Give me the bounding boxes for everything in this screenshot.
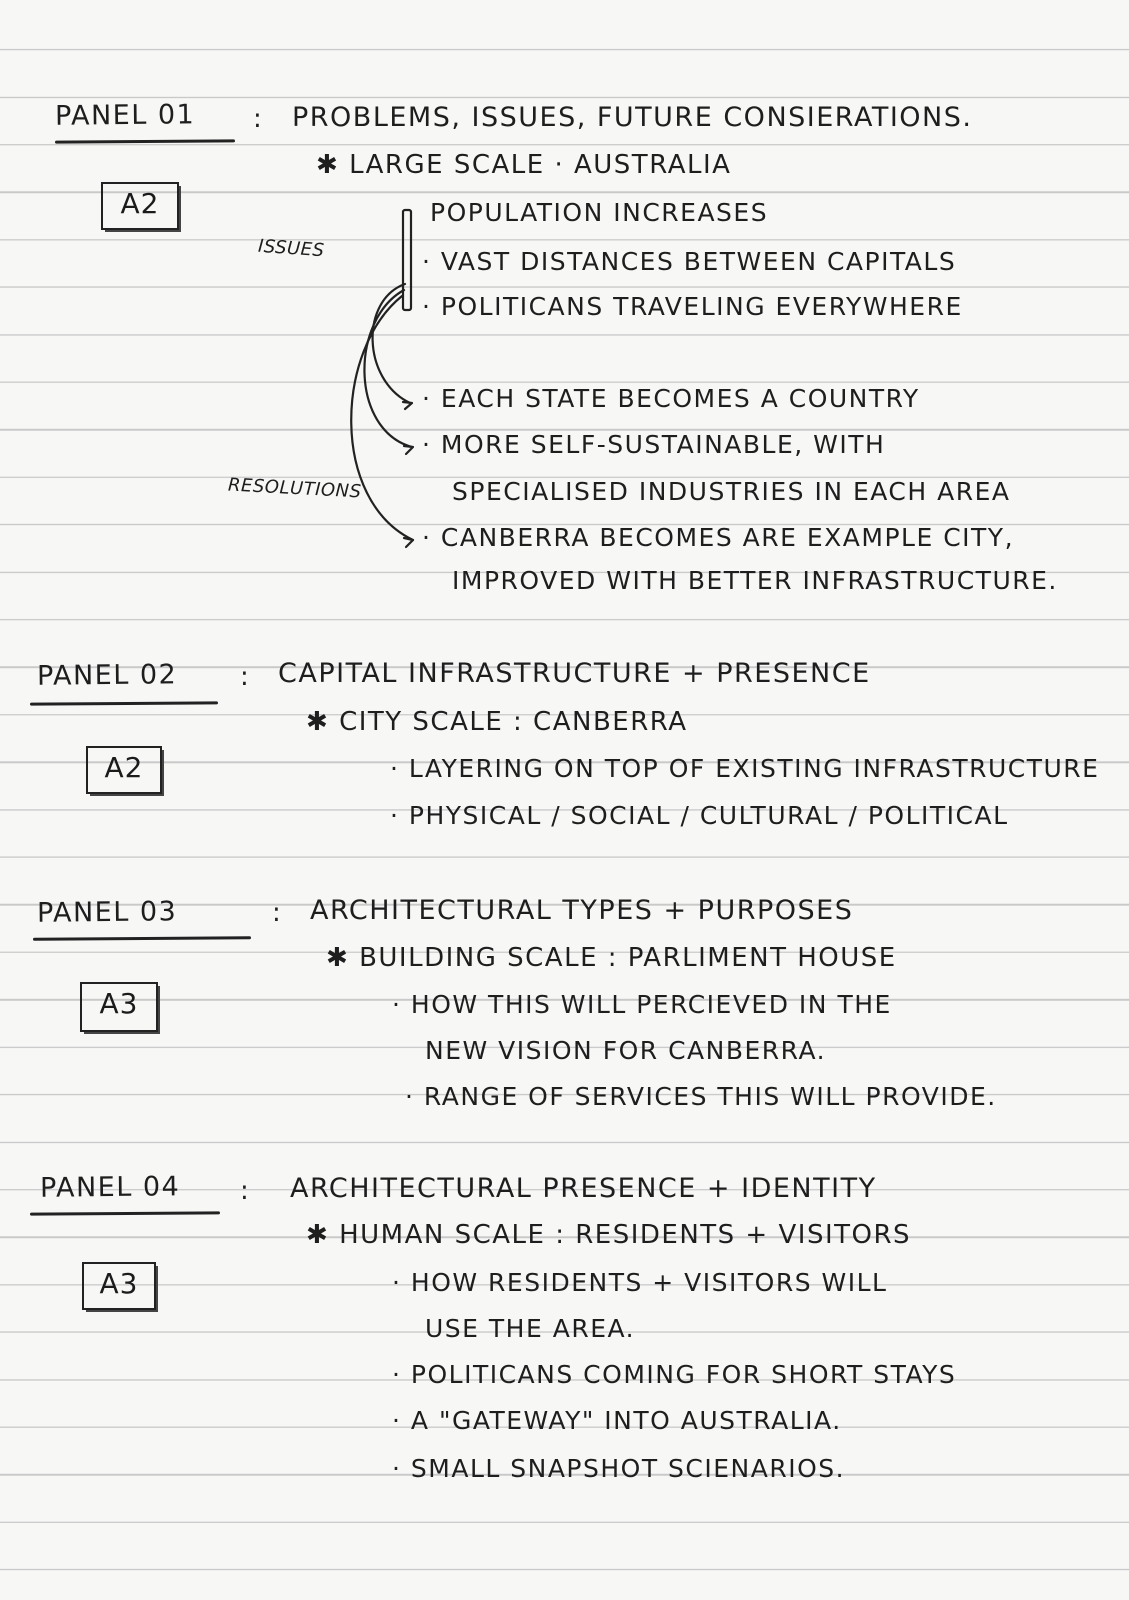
list-item: · HOW THIS WILL PERCIEVED IN THE [392, 990, 892, 1019]
colon: : [240, 662, 251, 692]
asterisk-icon: ✱ [326, 943, 360, 973]
list-item: · EACH STATE BECOMES A COUNTRY [422, 384, 920, 413]
scale-text: HUMAN SCALE : RESIDENTS + VISITORS [339, 1220, 912, 1250]
colon: : [272, 898, 283, 928]
resolutions-label: RESOLUTIONS [227, 474, 363, 503]
panel-title: ARCHITECTURAL TYPES + PURPOSES [310, 895, 854, 926]
list-item: · A "GATEWAY" INTO AUSTRALIA. [392, 1406, 842, 1435]
scale-text: CITY SCALE : CANBERRA [339, 707, 688, 737]
list-item: IMPROVED WITH BETTER INFRASTRUCTURE. [452, 566, 1058, 595]
issues-label: ISSUES [257, 235, 326, 262]
paper-size-box: A2 [86, 746, 162, 794]
scale-text: BUILDING SCALE : PARLIMENT HOUSE [359, 943, 897, 973]
list-item: · MORE SELF-SUSTAINABLE, WITH [422, 430, 886, 459]
list-item: SPECIALISED INDUSTRIES IN EACH AREA [452, 477, 1011, 506]
paper-size-box: A3 [82, 1262, 156, 1310]
list-item: NEW VISION FOR CANBERRA. [425, 1036, 827, 1065]
list-item: · POLITICANS COMING FOR SHORT STAYS [392, 1360, 957, 1389]
arrow-curve [351, 296, 413, 540]
list-item: · SMALL SNAPSHOT SCIENARIOS. [392, 1454, 846, 1483]
list-item: · CANBERRA BECOMES ARE EXAMPLE CITY, [422, 523, 1015, 552]
panel-title: CAPITAL INFRASTRUCTURE + PRESENCE [278, 658, 871, 689]
list-item: · HOW RESIDENTS + VISITORS WILL [392, 1268, 888, 1297]
arrow-curve [373, 284, 410, 403]
list-item: · VAST DISTANCES BETWEEN CAPITALS [422, 247, 957, 276]
arrow-curve [364, 290, 412, 447]
list-item: POPULATION INCREASES [430, 198, 769, 227]
panel-label: PANEL 01 [54, 99, 196, 132]
arrowhead-icon [403, 402, 412, 409]
asterisk-icon: ✱ [306, 1220, 340, 1250]
panel-label: PANEL 04 [39, 1171, 181, 1204]
arrowhead-icon [404, 538, 413, 547]
list-item: · RANGE OF SERVICES THIS WILL PROVIDE. [405, 1082, 997, 1111]
list-item: · PHYSICAL / SOCIAL / CULTURAL / POLITICAL [390, 801, 1009, 830]
paper-size-box: A2 [101, 182, 179, 230]
panel-title: ARCHITECTURAL PRESENCE + IDENTITY [290, 1173, 877, 1204]
arrowhead-icon [404, 446, 413, 454]
panel-label: PANEL 02 [36, 659, 178, 692]
issues-bracket [403, 210, 411, 310]
list-item: USE THE AREA. [425, 1314, 636, 1343]
list-item: · LAYERING ON TOP OF EXISTING INFRASTRUCTURE [390, 754, 1100, 783]
panel-title: PROBLEMS, ISSUES, FUTURE CONSIERATIONS. [292, 102, 973, 133]
asterisk-icon: ✱ [316, 150, 350, 180]
panel-label: PANEL 03 [36, 896, 178, 929]
asterisk-icon: ✱ [306, 707, 340, 737]
list-item: · POLITICANS TRAVELING EVERYWHERE [422, 292, 963, 321]
colon: : [240, 1176, 251, 1206]
colon: : [253, 104, 264, 134]
paper-size-box: A3 [80, 982, 158, 1032]
scale-text: LARGE SCALE · AUSTRALIA [349, 150, 732, 180]
